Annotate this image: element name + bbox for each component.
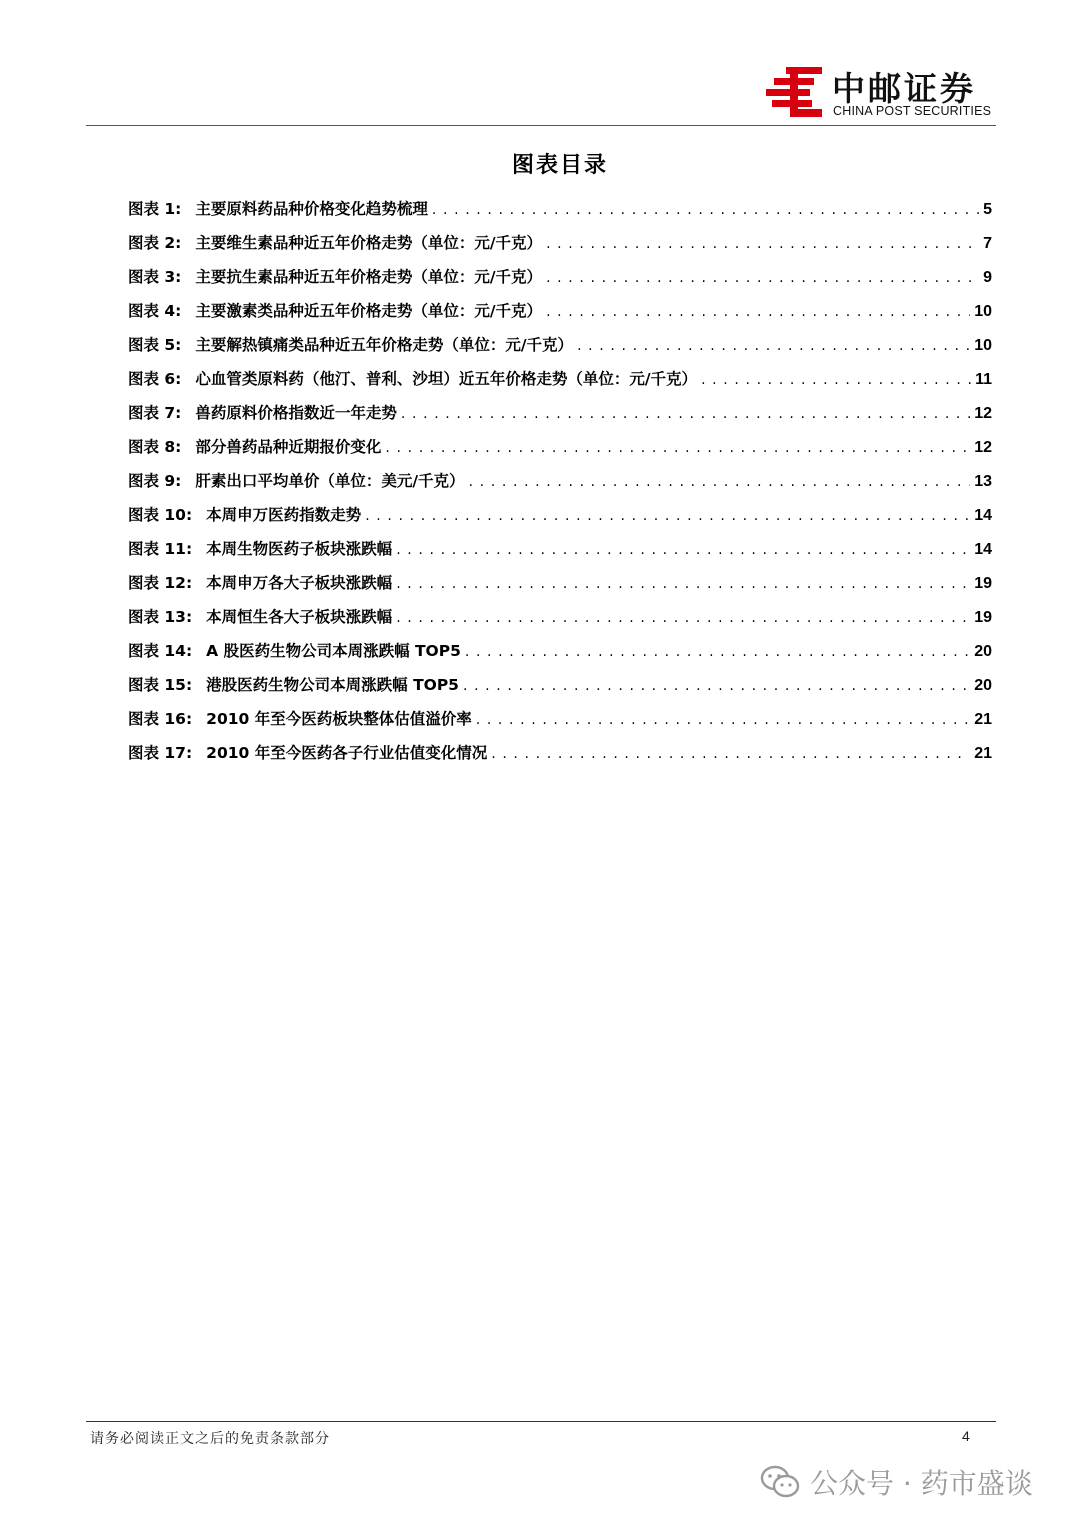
toc-entry[interactable] — [128, 600, 992, 634]
toc-entry-label: 图表 2: — [128, 234, 182, 252]
toc-entry[interactable] — [128, 362, 992, 396]
toc-entry-title: 本周申万医药指数走势 — [206, 506, 362, 524]
toc-list — [128, 192, 992, 770]
toc-entry-page: 11 — [975, 371, 992, 388]
toc-leader-dots — [365, 499, 970, 532]
toc-entry-title: 部分兽药品种近期报价变化 — [195, 438, 382, 456]
toc-entry-label: 图表 12: — [128, 574, 193, 592]
toc-entry[interactable] — [128, 464, 992, 498]
toc-entry-title: 主要抗生素品种近五年价格走势（单位：元/千克） — [195, 268, 543, 286]
footer-divider — [86, 1421, 996, 1422]
toc-entry-label: 图表 10: — [128, 506, 193, 524]
toc-entry[interactable] — [128, 430, 992, 464]
toc-entry-title: 心血管类原料药（他汀、普利、沙坦）近五年价格走势（单位：元/千克） — [195, 370, 698, 388]
toc-entry[interactable] — [128, 532, 992, 566]
toc-entry-title: 2010 年至今医药各子行业估值变化情况 — [206, 744, 488, 762]
company-logo — [766, 63, 996, 121]
footer-page-number: 4 — [962, 1428, 970, 1444]
toc-entry-label: 图表 3: — [128, 268, 182, 286]
toc-entry-page: 14 — [974, 541, 992, 558]
toc-entry[interactable] — [128, 736, 992, 770]
watermark — [760, 1462, 1033, 1502]
toc-entry-page: 10 — [974, 337, 992, 354]
toc-leader-dots — [469, 465, 971, 498]
china-post-logo-icon — [766, 65, 824, 119]
toc-leader-dots — [491, 737, 970, 770]
toc-entry[interactable] — [128, 226, 992, 260]
toc-entry-page: 12 — [974, 405, 992, 422]
toc-entry-title: 港股医药生物公司本周涨跌幅 TOP5 — [206, 676, 459, 694]
toc-entry-title: 主要激素类品种近五年价格走势（单位：元/千克） — [195, 302, 543, 320]
toc-entry-page: 21 — [974, 745, 992, 762]
wechat-icon — [760, 1464, 800, 1500]
toc-entry-label: 图表 14: — [128, 642, 193, 660]
toc-leader-dots — [432, 193, 979, 226]
toc-leader-dots — [463, 669, 970, 702]
toc-leader-dots — [701, 363, 971, 396]
toc-entry-title: 兽药原料价格指数近一年走势 — [195, 404, 397, 422]
toc-leader-dots — [396, 533, 970, 566]
footer-disclaimer-note: 请务必阅读正文之后的免责条款部分 — [90, 1431, 330, 1447]
toc-entry[interactable] — [128, 396, 992, 430]
toc-entry-page: 5 — [983, 201, 992, 218]
toc-entry-label: 图表 8: — [128, 438, 182, 456]
toc-entry-page: 20 — [974, 643, 992, 660]
toc-entry-page: 19 — [974, 575, 992, 592]
toc-entry-title: 肝素出口平均单价（单位：美元/千克） — [195, 472, 465, 490]
toc-entry-title: 2010 年至今医药板块整体估值溢价率 — [206, 710, 472, 728]
toc-entry-page: 20 — [974, 677, 992, 694]
toc-entry-label: 图表 6: — [128, 370, 182, 388]
toc-leader-dots — [546, 227, 979, 260]
toc-entry-label: 图表 13: — [128, 608, 193, 626]
toc-entry-title: 主要维生素品种近五年价格走势（单位：元/千克） — [195, 234, 543, 252]
toc-entry-label: 图表 7: — [128, 404, 182, 422]
toc-entry[interactable] — [128, 498, 992, 532]
toc-entry-title: 本周生物医药子板块涨跌幅 — [206, 540, 393, 558]
watermark-text: 公众号 · 药市盛谈 — [810, 1467, 1033, 1500]
toc-entry[interactable] — [128, 260, 992, 294]
toc-leader-dots — [401, 397, 970, 430]
toc-leader-dots — [476, 703, 970, 736]
toc-entry-page: 14 — [974, 507, 992, 524]
toc-entry-page: 10 — [974, 303, 992, 320]
toc-entry-label: 图表 16: — [128, 710, 193, 728]
toc-entry-page: 13 — [974, 473, 992, 490]
toc-entry[interactable] — [128, 668, 992, 702]
toc-entry[interactable] — [128, 702, 992, 736]
toc-entry-label: 图表 4: — [128, 302, 182, 320]
toc-entry[interactable] — [128, 566, 992, 600]
toc-entry-label: 图表 17: — [128, 744, 193, 762]
toc-entry-label: 图表 15: — [128, 676, 193, 694]
toc-entry-title: 主要原料药品种价格变化趋势梳理 — [195, 200, 428, 218]
logo-chinese-name: 中邮证券 — [832, 69, 976, 108]
header-divider — [86, 125, 996, 126]
toc-entry-page: 7 — [983, 235, 992, 252]
toc-entry-page: 19 — [974, 609, 992, 626]
toc-entry-title: 本周恒生各大子板块涨跌幅 — [206, 608, 393, 626]
toc-title: 图表目录 — [511, 152, 608, 178]
toc-entry-title: A 股医药生物公司本周涨跌幅 TOP5 — [206, 642, 461, 660]
toc-entry-title: 本周申万各大子板块涨跌幅 — [206, 574, 393, 592]
toc-leader-dots — [396, 567, 970, 600]
toc-entry-page: 9 — [983, 269, 992, 286]
toc-entry-page: 21 — [974, 711, 992, 728]
toc-entry-page: 12 — [974, 439, 992, 456]
toc-entry-label: 图表 11: — [128, 540, 193, 558]
logo-english-name: CHINA POST SECURITIES — [833, 104, 992, 118]
toc-entry[interactable] — [128, 294, 992, 328]
toc-leader-dots — [546, 295, 970, 328]
toc-entry-label: 图表 9: — [128, 472, 182, 490]
toc-leader-dots — [465, 635, 970, 668]
toc-entry-label: 图表 5: — [128, 336, 182, 354]
toc-leader-dots — [385, 431, 970, 464]
toc-entry[interactable] — [128, 634, 992, 668]
toc-entry[interactable] — [128, 328, 992, 362]
toc-leader-dots — [546, 261, 979, 294]
toc-leader-dots — [577, 329, 970, 362]
toc-entry[interactable] — [128, 192, 992, 226]
toc-leader-dots — [396, 601, 970, 634]
toc-entry-title: 主要解热镇痛类品种近五年价格走势（单位：元/千克） — [195, 336, 574, 354]
toc-entry-label: 图表 1: — [128, 200, 182, 218]
